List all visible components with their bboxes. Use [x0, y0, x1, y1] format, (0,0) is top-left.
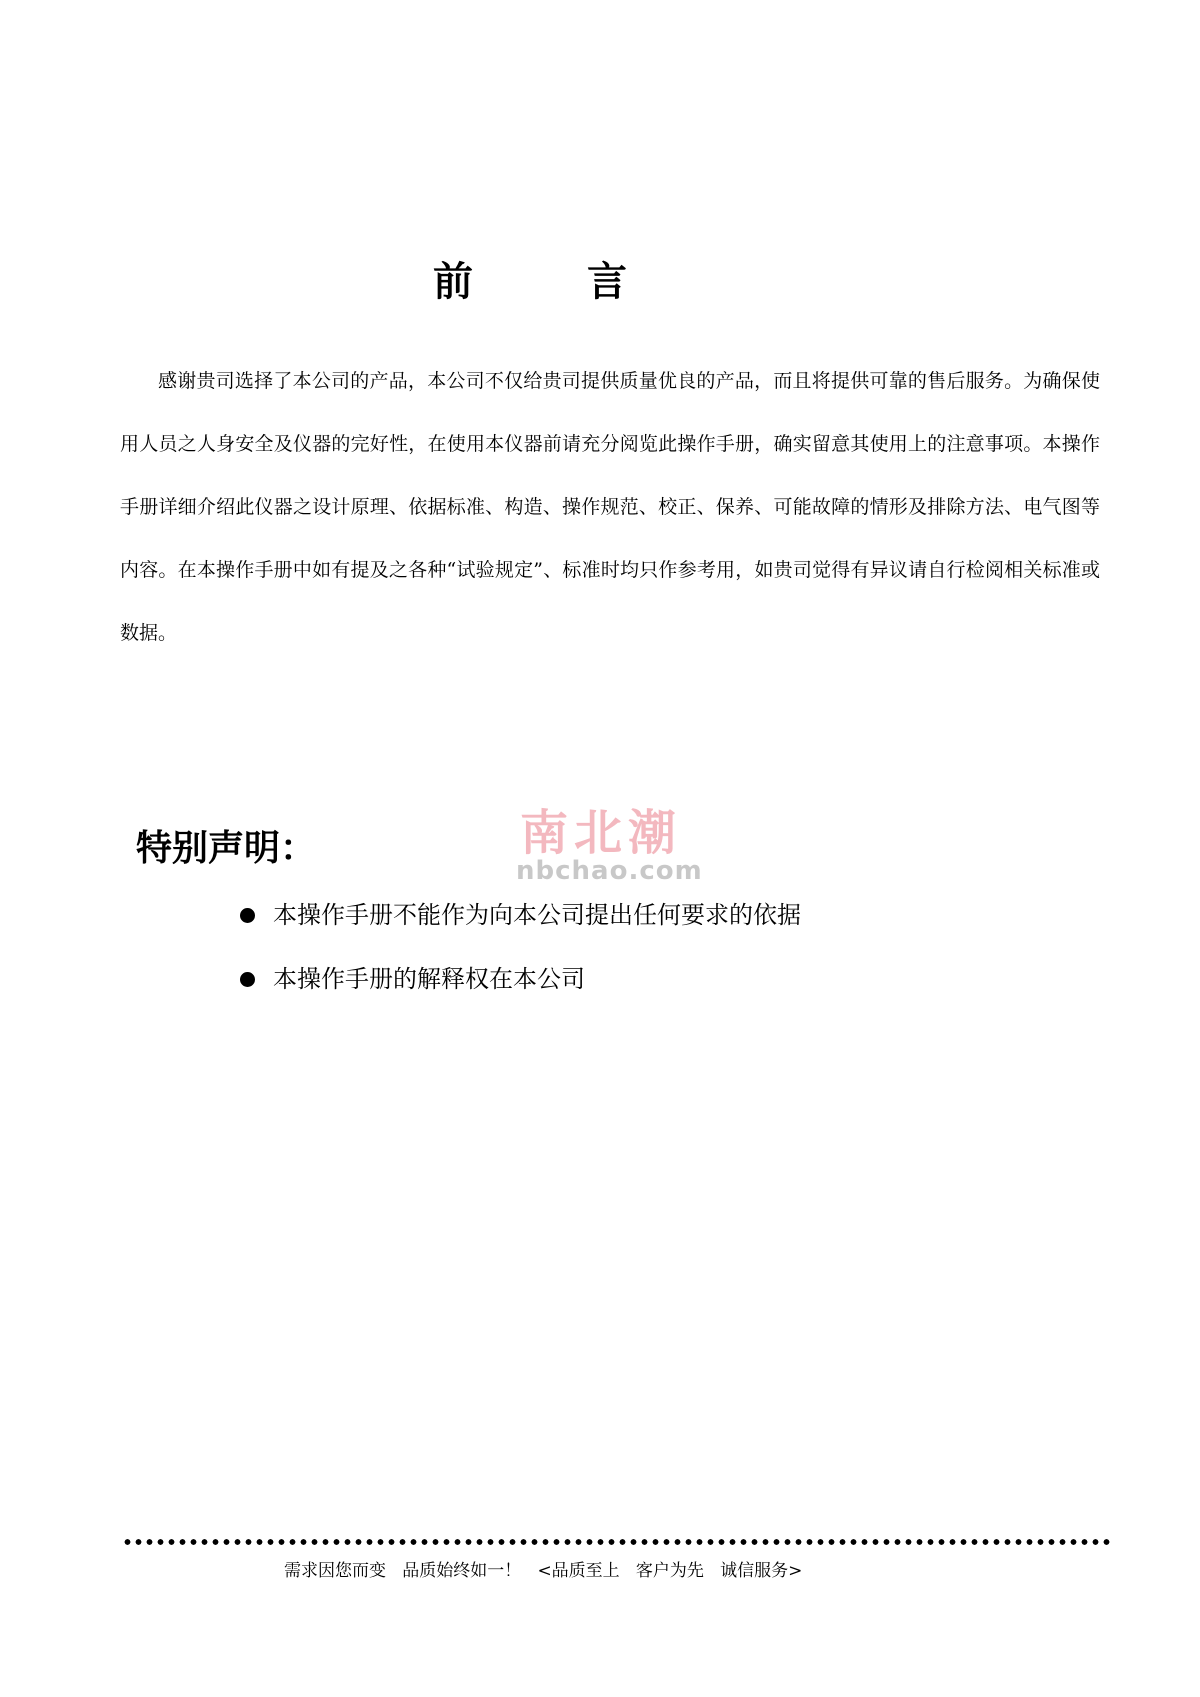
bullet-dot-icon [240, 972, 255, 987]
bullet-dot-icon [240, 908, 255, 923]
special-statement-title: 特别声明： [136, 828, 317, 869]
intro-paragraph: 感谢贵司选择了本公司的产品，本公司不仅给贵司提供质量优良的产品，而且将提供可靠的售后服务。为确保使用人员之人身安全及仪器的完好性，在使用本仪器前请充分阅览此操作手册，确实留意其使用上的注意事项。本操作手册详细介绍此仪器之设计原理、依据标准、构造、操作规范、校正、保养、可能故障的情形及排除方法、电气图等内容。在本操作手册中如有提及之各种“试验规定”、标准时均只作参考用，如贵司觉得有异议请自行检阅相关标准或数据。 [120, 370, 1100, 644]
special-statement-list [240, 895, 801, 1023]
list-item [240, 895, 801, 959]
list-item-text: 本操作手册的解释权在本公司 [273, 965, 585, 993]
watermark-cn: 南北潮 [519, 805, 682, 861]
watermark-logo [516, 805, 703, 886]
footer-right: <品质至上 客户为先 诚信服务> [537, 1561, 803, 1581]
page-title: 前 言 [433, 258, 677, 305]
list-item [240, 959, 801, 1023]
list-item-text: 本操作手册不能作为向本公司提出任何要求的依据 [273, 901, 801, 929]
dotted-divider [122, 1538, 1112, 1546]
footer-slogan [284, 1556, 802, 1581]
footer-left: 需求因您而变 品质始终如一！ [284, 1561, 522, 1581]
watermark-en: nbchao.com [516, 856, 703, 886]
